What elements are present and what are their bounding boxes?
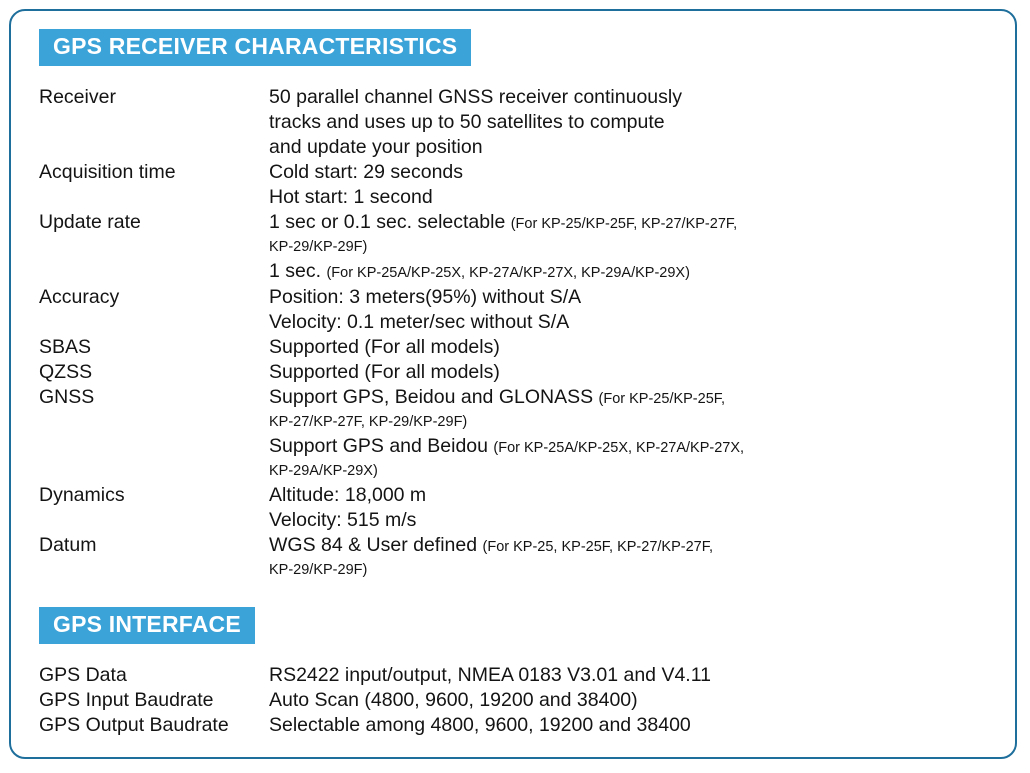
- spec-value-main: Support GPS and Beidou: [269, 434, 494, 457]
- table-row: [39, 85, 979, 160]
- spec-value-line: Cold start: 29 seconds: [269, 160, 464, 183]
- section-header-gps-receiver-characteristics: GPS RECEIVER CHARACTERISTICS: [39, 29, 471, 66]
- spec-value-line: [269, 259, 979, 285]
- spec-value-line: Hot start: 1 second: [269, 185, 433, 208]
- spec-value-line: Altitude: 18,000 m: [269, 483, 427, 506]
- spec-label: Update rate: [39, 210, 141, 233]
- spec-value-main: WGS 84 & User defined: [269, 533, 483, 556]
- spec-label: Receiver: [39, 85, 116, 108]
- spec-value: [269, 533, 979, 582]
- section-gps-receiver-characteristics: [11, 29, 1015, 582]
- spec-value: [269, 385, 979, 483]
- specification-frame: [9, 9, 1017, 759]
- table-row: [39, 688, 979, 713]
- table-row: [39, 533, 979, 582]
- spec-value-note-line: KP-27/KP-27F, KP-29/KP-29F): [269, 413, 468, 430]
- spec-label: QZSS: [39, 360, 93, 383]
- table-row: [39, 335, 979, 360]
- spec-label: GPS Data: [39, 663, 127, 686]
- spec-value: [269, 85, 979, 160]
- spec-value: [269, 483, 979, 533]
- spec-value: [269, 160, 979, 210]
- spec-value-note: (For KP-25A/KP-25X, KP-27A/KP-27X, KP-29A/KP-29X): [326, 264, 690, 281]
- spec-value: [269, 360, 979, 385]
- section-header-gps-interface: GPS INTERFACE: [39, 607, 255, 644]
- spec-value-note: (For KP-25/KP-25F,: [598, 390, 726, 407]
- table-row: [39, 360, 979, 385]
- spec-value-line: Supported (For all models): [269, 335, 500, 358]
- table-row: [39, 285, 979, 335]
- spec-value-main: Support GPS, Beidou and GLONASS: [269, 385, 599, 408]
- spec-value-note: (For KP-25/KP-25F, KP-27/KP-27F,: [510, 215, 738, 232]
- spec-value-line: Supported (For all models): [269, 360, 500, 383]
- spec-value: RS2422 input/output, NMEA 0183 V3.01 and V4.11: [269, 663, 711, 686]
- spec-value-note-line: KP-29A/KP-29X): [269, 462, 378, 479]
- spec-table-body: [39, 85, 979, 582]
- spec-value-line: tracks and uses up to 50 satellites to compute: [269, 110, 665, 133]
- spec-label: Accuracy: [39, 285, 120, 308]
- spec-label: GPS Input Baudrate: [39, 688, 214, 711]
- spec-table-body: [39, 663, 979, 738]
- spec-table-gps-receiver-characteristics: [39, 85, 979, 582]
- spec-value-note-line: KP-29/KP-29F): [269, 561, 368, 578]
- spec-value-line: [269, 385, 979, 411]
- spec-label: Datum: [39, 533, 97, 556]
- spec-label: Dynamics: [39, 483, 125, 506]
- spec-value-note: (For KP-25A/KP-25X, KP-27A/KP-27X,: [493, 439, 745, 456]
- table-row: [39, 210, 979, 285]
- table-row: [39, 385, 979, 483]
- spec-value-line: 50 parallel channel GNSS receiver continuously: [269, 85, 682, 108]
- spec-value: [269, 335, 979, 360]
- spec-value: Auto Scan (4800, 9600, 19200 and 38400): [269, 688, 638, 711]
- spec-value-main: 1 sec.: [269, 259, 327, 282]
- table-row: [39, 160, 979, 210]
- spec-value: Selectable among 4800, 9600, 19200 and 38400: [269, 713, 691, 736]
- spec-value-line: and update your position: [269, 135, 483, 158]
- spec-label: GPS Output Baudrate: [39, 713, 229, 736]
- spec-value-line: Velocity: 0.1 meter/sec without S/A: [269, 310, 570, 333]
- spec-value-line: Velocity: 515 m/s: [269, 508, 417, 531]
- spec-value: [269, 210, 979, 285]
- spec-value-line: [269, 533, 979, 559]
- table-row: [39, 713, 979, 738]
- table-row: [39, 663, 979, 688]
- spec-table-gps-interface: [39, 663, 979, 738]
- spec-value-note-line: KP-29/KP-29F): [269, 238, 368, 255]
- spec-value-note: (For KP-25, KP-25F, KP-27/KP-27F,: [482, 538, 713, 555]
- spec-label: Acquisition time: [39, 160, 176, 183]
- spec-value-line: [269, 434, 979, 460]
- spec-value-main: 1 sec or 0.1 sec. selectable: [269, 210, 511, 233]
- spec-value: [269, 285, 979, 335]
- section-gps-interface: [11, 607, 1015, 738]
- spec-label: SBAS: [39, 335, 92, 358]
- table-row: [39, 483, 979, 533]
- spec-label: GNSS: [39, 385, 95, 408]
- spec-value-line: Position: 3 meters(95%) without S/A: [269, 285, 582, 308]
- spec-value-line: [269, 210, 979, 236]
